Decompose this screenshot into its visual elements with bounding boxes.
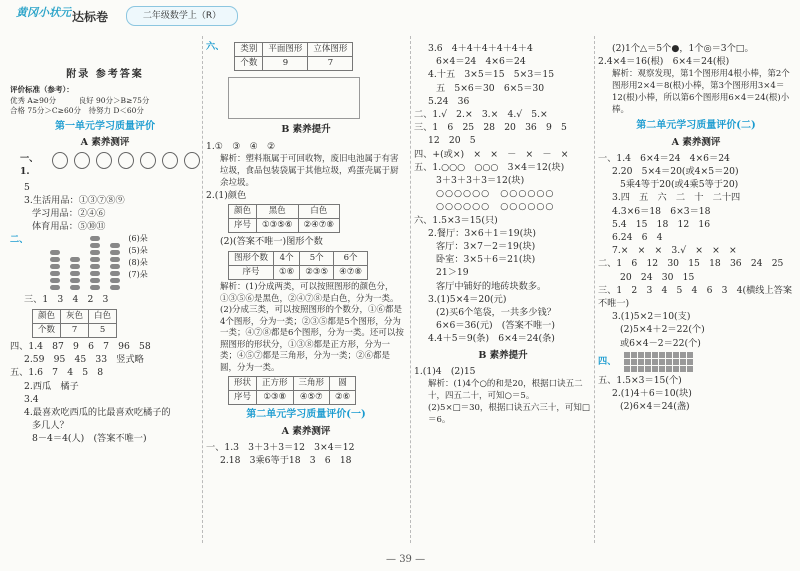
answer-line: 6×4＝24 4×6＝24 [436, 56, 526, 68]
color-class-table: 颜色 黑色 白色 序号 ①③⑤⑥ ②④⑦⑧ [228, 204, 340, 233]
column-divider [594, 36, 595, 543]
answer-line: 5.24 36 [428, 95, 470, 107]
answer-line: 体育用品：⑤⑩⑪ [32, 221, 106, 233]
flower-count: (7)朵 [128, 270, 148, 280]
page-number: — 39 — [386, 554, 426, 565]
answer-line: 20 24 30 15 [620, 271, 695, 283]
fruit-icon [74, 152, 90, 169]
answer-line: 12 20 5 [428, 135, 476, 147]
fruit-icon [140, 152, 156, 169]
book-title: 达标卷 [72, 10, 109, 24]
section-title: 第一单元学习质量评价 [55, 120, 155, 132]
answer-line: 卧室：3×5＋6＝21(块) [436, 254, 536, 266]
answer-line: 多几人？ [32, 420, 69, 432]
answer-line: 学习用品：②④⑥ [32, 207, 106, 219]
fruit-icon [52, 152, 68, 169]
answer-line: 4.3×6＝18 6×3＝18 [612, 205, 711, 217]
flower-count: (5)朵 [128, 246, 148, 256]
question-number: 四、 [598, 356, 617, 368]
answer-line: 五 5×6＝30 6×5＝30 [436, 82, 545, 94]
answer-line: 3.(1)5×2＝10(支) [612, 311, 691, 323]
fruit-icon [96, 152, 112, 169]
fruit-icon [184, 152, 200, 169]
explanation: (2)5×□＝30，根据口诀五六三十，可知□＝6。 [428, 403, 590, 426]
section-title: 第二单元学习质量评价(一) [246, 409, 366, 421]
answer-line: 5乘4等于20(或4乘5等于20) [620, 179, 739, 191]
explanation: 解析：(1)分成两类，可以按照图形的颜色分，①③⑤⑥是黑色，②④⑦⑧是白色，分为一类。 [220, 282, 399, 304]
answer-line: 客厅中铺好的地砖块数多。 [436, 280, 547, 292]
answer-line: 五、1.5×3＝15(个) [598, 374, 682, 386]
column-divider [202, 36, 203, 543]
subsection-title: A 素养测评 [281, 425, 331, 437]
appendix-title: 附录 参考答案 [66, 69, 144, 80]
answer-line: 三、1 2 3 4 5 4 6 3 4(横线上答案不唯一) [598, 284, 793, 310]
answer-line: 21＞19 [436, 267, 469, 279]
answer-line: 三、1 3 4 2 3 [24, 294, 109, 306]
answer-line: (2)买6个笔袋，一共多少钱？ [436, 307, 556, 319]
answer-line: 一、1.3 3＋3＋3＝12 3×4＝12 [206, 441, 355, 453]
answer-line: 4.最喜欢吃西瓜的比最喜欢吃橘子的 [24, 406, 171, 418]
answer-line: 三、1 6 25 28 20 36 9 5 [414, 122, 567, 134]
explanation: 解析：塑料瓶属于可回收物，废旧电池属于有害垃圾，食品包装袋属于其他垃圾，鸡蛋壳属于厨余垃圾。 [220, 153, 399, 188]
circle-figure: ○○○○○○ ○○○○○○ ○○○○○○ ○○○○○○ [436, 188, 555, 213]
answer-line: 4.十五 3×5＝15 5×3＝15 [428, 69, 555, 81]
answer-line: (2)1个△＝5个●，1个◎＝3个□。 [612, 43, 754, 54]
answer-line: (2)5×4＋2＝22(个) [620, 324, 705, 336]
column-divider [410, 36, 411, 543]
answer-line: 5 [24, 181, 30, 193]
column-1 [10, 62, 200, 446]
explanation: 解析：(1)4个○的和是20，根据口诀五二十，四五二十，可知○＝5。 [428, 379, 583, 402]
explanation: (2)分成三类，可以按照图形的个数分，①⑥都是4个图形，分为一类；②③⑤都是5个图形，分为一类；④⑦⑧都是6个图形，分为一类。还可以按照图形的形状分，①③⑧都是正方形，分为一类；④⑤⑦都是三角形，分为一类；②⑥都是圆，分为一类。 [220, 305, 404, 373]
answer-line: 六、1.5×3＝15(只) [414, 214, 498, 226]
answer-line: (2)6×4＝24(盏) [620, 401, 690, 413]
subsection-title: A 素养测评 [80, 136, 130, 148]
fruit-icon [162, 152, 178, 169]
answer-line: 3.四 五 六 二 十 二十四 [612, 192, 741, 204]
shape-figure [228, 77, 360, 119]
standard-label: 评价标准（参考）： [10, 85, 74, 95]
answer-line: 5.4 15 18 12 16 [612, 218, 711, 230]
column-2 [206, 40, 406, 467]
column-4 [598, 42, 794, 413]
explanation: 解析：观察发现，第1个图形用4根小棒，第2个图形用2×4＝8(根)小棒，第3个图形用3×4＝12(根)小棒，所以第6个图形用6×4＝24(根)小棒。 [612, 69, 790, 116]
answer-line: 1.(1)4 (2)15 [414, 365, 476, 377]
shape-class-table: 形状 正方形 三角形 圆 序号 ①③⑧ ④⑤⑦ ②⑥ [228, 376, 356, 405]
answer-line: 6.24 6 4 [612, 232, 663, 244]
answer-line: 二、1 6 12 30 15 18 36 24 25 [598, 258, 784, 270]
color-table: 颜色 灰色 白色 个数 7 5 [32, 309, 117, 338]
question-number: 六、 [206, 41, 225, 52]
column-3 [414, 42, 592, 426]
fruit-icons: 一、1. [10, 152, 200, 178]
answer-line: 或6×4－2＝22(个) [620, 337, 701, 349]
answer-line: 2.18 3乘6等于18 3 6 18 [220, 455, 352, 467]
answer-line: 2.餐厅：3×6＋1＝19(块) [428, 227, 536, 239]
fruit-icon [118, 152, 134, 169]
flower-count: (8)朵 [128, 258, 148, 268]
abacus-figure [50, 235, 120, 291]
answer-line: 客厅：3×7－2＝19(块) [436, 241, 536, 253]
answer-line: 2.西瓜 橘子 [24, 380, 79, 392]
answer-line: 6×6＝36(元) (答案不唯一) [436, 320, 555, 332]
answer-line: (2)(答案不唯一)图形个数 [220, 236, 323, 248]
count-class-table: 图形个数 4个 5个 6个 序号 ①⑥ ②③⑤ ④⑦⑧ [228, 251, 368, 280]
answer-line: 2.(1)4＋6＝10(块) [612, 388, 692, 400]
grade-badge: 二年级数学上（R） [126, 6, 238, 26]
answer-line: 一、1.4 6×4＝24 4×6＝24 [598, 152, 730, 164]
subsection-title: B 素养提升 [478, 349, 528, 361]
answer-line: 1.① ③ ④ ② [206, 140, 276, 152]
flower-count: (6)朵 [128, 234, 148, 244]
subsection-title: B 素养提升 [281, 124, 331, 136]
dot-grid-figure [624, 352, 693, 372]
answer-line: 2.4×4＝16(根) 6×4＝24(根) [598, 56, 730, 68]
answer-line: 3＋3＋3＋3＝12(块) [436, 175, 525, 187]
answer-line: 2.(1)颜色 [206, 189, 247, 201]
answer-line: 3.生活用品：①③⑦⑧⑨ [24, 194, 125, 206]
answer-line: 四、1.4 87 9 6 7 96 58 [10, 340, 151, 352]
standard-line: 合格 75分＞C≥60分 待努力 D＜60分 [10, 106, 144, 116]
section-title: 第二单元学习质量评价(二) [636, 120, 756, 132]
subsection-title: A 素养测评 [671, 136, 721, 148]
question-number: 二、 [10, 234, 29, 246]
standard-line: 优秀 A≥90分 良好 90分＞B≥75分 [10, 95, 150, 105]
answer-line: 2.20 5×4＝20(或4×5＝20) [612, 166, 739, 178]
answer-line: 3.6 4＋4＋4＋4＋4＋4 [428, 43, 533, 54]
answer-line: 3.4 [24, 393, 39, 405]
answer-line: 五、1.6 7 4 5 8 [10, 367, 104, 379]
answer-line: 7.× × × 3.√ × × × [612, 245, 737, 257]
answer-line: 4.4＋5＝9(条) 6×4＝24(条) [428, 333, 555, 345]
brand-logo: 黄冈小状元 [16, 6, 71, 19]
answer-line: 二、1.√ 2.× 3.× 4.√ 5.× [414, 109, 548, 121]
page-header [0, 0, 800, 34]
answer-line: 2.59 95 45 33 竖式略 [24, 354, 144, 366]
shape-table: 类别 平面图形 立体图形 个数 9 7 [234, 42, 353, 71]
answer-line: 四、+(或×) × × － × － × [414, 148, 569, 160]
answer-line: 五、1.○○○ ○○○ 3×4＝12(块) [414, 161, 565, 173]
answer-line: 8－4＝4(人) (答案不唯一) [32, 433, 147, 445]
answer-line: 3.(1)5×4＝20(元) [428, 293, 507, 305]
